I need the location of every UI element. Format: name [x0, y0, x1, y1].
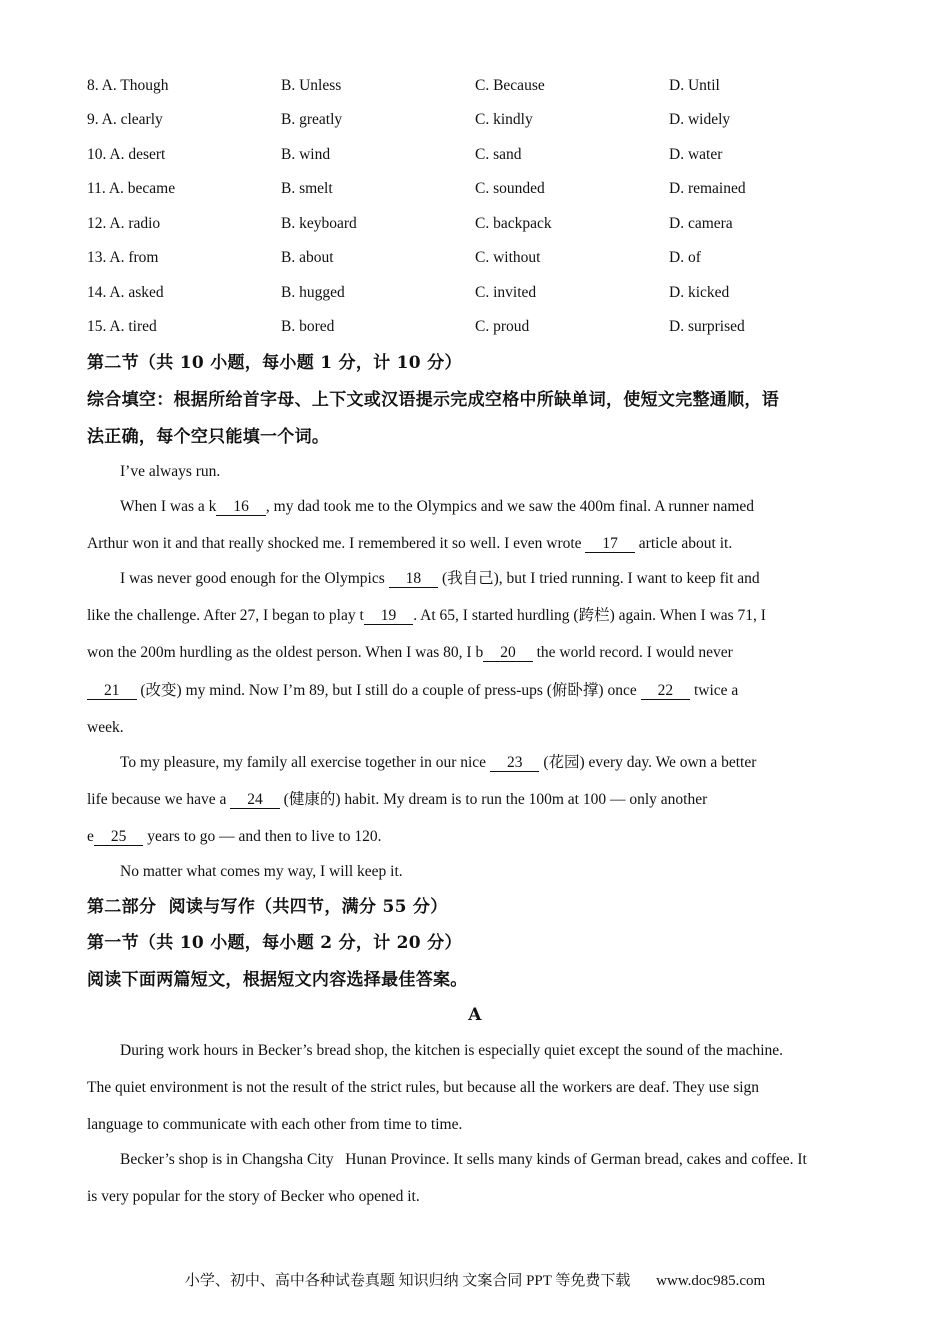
text-line [87, 1187, 420, 1207]
option-13-B: B. about [281, 249, 334, 266]
option-12-B: B. keyboard [281, 215, 357, 232]
option-15-B: B. bored [281, 318, 335, 335]
footer [0, 1269, 950, 1290]
option-13-D: D. of [669, 249, 701, 266]
section-heading [87, 353, 462, 373]
blank-19: 19 [364, 607, 414, 625]
section-heading [87, 390, 779, 410]
text-segment: 第二部分 阅读与写作（共四节，满分 55 分） [87, 897, 448, 917]
text-segment: , my dad took me to the Olympics and we saw the 400m final. A runner named [265, 498, 755, 515]
text-line [120, 497, 754, 517]
option-9-C: C. kindly [475, 111, 533, 128]
option-14-A: 14. A. asked [87, 284, 164, 301]
text-line [87, 1115, 462, 1135]
text-segment: (改变) my mind. Now I’m 89, but I still do a couple of press-ups (俯卧撑) once [136, 682, 641, 699]
blank-16: 16 [216, 498, 266, 516]
text-segment: like the challenge. After 27, I began to play t [87, 607, 364, 624]
text-line [87, 534, 732, 554]
text-line [120, 1041, 783, 1061]
text-segment: (健康的) habit. My dream is to run the 100m at 100 — only another [279, 791, 708, 808]
text-segment: language to communicate with each other from time to time. [87, 1116, 463, 1133]
section-heading [87, 970, 468, 990]
text-segment: The quiet environment is not the result of the strict rules, but because all the workers are deaf. They use sign [87, 1079, 760, 1096]
text-segment: A [468, 1005, 482, 1025]
option-13-C: C. without [475, 249, 541, 266]
text-segment: Arthur won it and that really shocked me. I remembered it so well. I even wrote [87, 535, 586, 552]
text-segment: I’ve always run. [120, 463, 221, 480]
blank-17: 17 [585, 535, 635, 553]
option-15-C: C. proud [475, 318, 530, 335]
text-segment: During work hours in Becker’s bread shop, the kitchen is especially quiet except the sound of the machine. [120, 1042, 784, 1059]
text-line [87, 1078, 759, 1098]
option-10-B: B. wind [281, 146, 331, 163]
option-10-D: D. water [669, 146, 723, 163]
option-9-D: D. widely [669, 111, 731, 128]
option-8-D: D. Until [669, 77, 720, 94]
blank-20: 20 [483, 644, 533, 662]
option-14-C: C. invited [475, 284, 537, 301]
text-segment: won the 200m hurdling as the oldest person. When I was 80, I b [87, 644, 484, 661]
text-segment: Becker’s shop is in Changsha City Hunan Province. It sells many kinds of German bread, cakes and coffee. It [120, 1151, 807, 1168]
text-line [87, 681, 738, 701]
text-line [87, 606, 766, 626]
option-9-A: 9. A. clearly [87, 111, 163, 128]
blank-21: 21 [87, 682, 137, 700]
text-line [87, 790, 707, 810]
section-heading [87, 897, 448, 917]
blank-25: 25 [94, 828, 144, 846]
blank-23: 23 [490, 754, 540, 772]
text-segment: No matter what comes my way, I will keep it. [120, 863, 403, 880]
text-line [120, 462, 220, 482]
text-segment: article about it. [634, 535, 733, 552]
text-segment: 第一节（共 10 小题，每小题 2 分，计 20 分） [87, 933, 462, 953]
text-segment: life because we have a [87, 791, 231, 808]
text-line [87, 718, 124, 738]
option-15-D: D. surprised [669, 318, 745, 335]
text-segment: I was never good enough for the Olympics [120, 570, 389, 587]
text-segment: 法正确，每个空只能填一个词。 [87, 427, 330, 447]
option-11-B: B. smelt [281, 180, 333, 197]
option-11-D: D. remained [669, 180, 746, 197]
option-11-C: C. sounded [475, 180, 545, 197]
text-line [87, 643, 733, 663]
text-segment: 综合填空：根据所给首字母、上下文或汉语提示完成空格中所缺单词，使短文完整通顺，语 [87, 390, 779, 410]
text-segment: When I was a k [120, 498, 217, 515]
option-12-C: C. backpack [475, 215, 552, 232]
section-heading [87, 427, 329, 447]
text-line [120, 753, 756, 773]
option-10-C: C. sand [475, 146, 522, 163]
footer-url[interactable]: www.doc985.com [656, 1273, 766, 1289]
text-segment: (我自己), but I tried running. I want to keep fit and [438, 570, 760, 587]
text-segment: week. [87, 719, 124, 736]
option-12-A: 12. A. radio [87, 215, 161, 232]
section-heading [0, 1005, 950, 1025]
blank-22: 22 [641, 682, 691, 700]
option-14-D: D. kicked [669, 284, 730, 301]
text-segment: To my pleasure, my family all exercise together in our nice [120, 754, 490, 771]
text-segment: years to go — and then to live to 120. [143, 828, 382, 845]
text-segment: 阅读下面两篇短文，根据短文内容选择最佳答案。 [87, 970, 468, 990]
text-line [120, 569, 760, 589]
text-line [120, 1150, 807, 1170]
text-line [120, 862, 403, 882]
footer-text: 小学、初中、高中各种试卷真题 知识归纳 文案合同 PPT 等免费下载 [184, 1273, 631, 1289]
option-8-A: 8. A. Though [87, 77, 169, 94]
option-8-C: C. Because [475, 77, 545, 94]
option-13-A: 13. A. from [87, 249, 159, 266]
text-segment: . At 65, I started hurdling (跨栏) again. When I was 71, I [413, 607, 766, 624]
text-segment: the world record. I would never [532, 644, 733, 661]
section-heading [87, 933, 462, 953]
option-11-A: 11. A. became [87, 180, 176, 197]
text-line [87, 827, 381, 847]
text-segment: 第二节（共 10 小题，每小题 1 分，计 10 分） [87, 353, 462, 373]
text-segment: twice a [690, 682, 739, 699]
option-10-A: 10. A. desert [87, 146, 166, 163]
option-9-B: B. greatly [281, 111, 343, 128]
option-14-B: B. hugged [281, 284, 345, 301]
text-segment: e [87, 828, 94, 845]
option-15-A: 15. A. tired [87, 318, 157, 335]
option-8-B: B. Unless [281, 77, 342, 94]
blank-18: 18 [389, 570, 439, 588]
text-segment: (花园) every day. We own a better [539, 754, 757, 771]
option-12-D: D. camera [669, 215, 733, 232]
blank-24: 24 [230, 791, 280, 809]
text-segment: is very popular for the story of Becker who opened it. [87, 1188, 420, 1205]
